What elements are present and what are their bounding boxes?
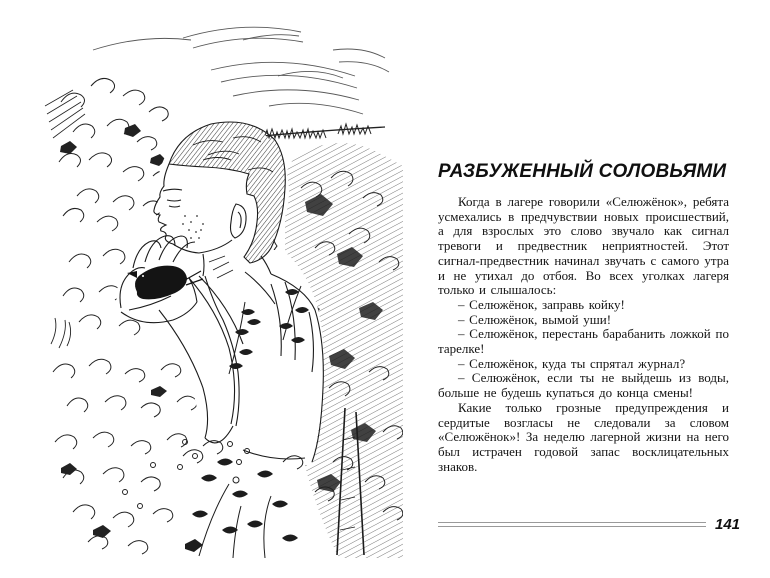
paragraph: – Селюжёнок, заправь койку! [458,296,625,312]
paragraph: – Селюжёнок, перестань барабанить ложкой по тарелке! [438,326,729,357]
paragraph: – Селюжёнок, если ты не выйдешь из воды, больше не будешь купаться до конца смены! [438,370,729,401]
paragraph: Какие только грозные предупреждения и сердитые возгласы не следовали за словом «Селюжёнок»! За неделю лагерной жизни на него был истрачен годовой запас восклицательных знаков. [438,399,729,474]
text-column [438,161,729,474]
page-footer [438,516,741,533]
paragraph: – Селюжёнок, куда ты спрятал журнал? [458,355,686,371]
body-text [438,195,729,474]
footer-rule [438,522,706,527]
illustration-svg [33,10,403,565]
chapter-title: РАЗБУЖЕННЫЙ СОЛОВЬЯМИ [438,161,727,182]
page-number: 141 [715,516,741,533]
clouds-sketch [93,27,389,114]
paragraph: Когда в лагере говорили «Селюжёнок», ребята усмехались в предчувствии новых происшествий, а для взрослых это слово звучало как сигнал тревоги и предвестник неприятностей. Этот сигнал-предвестник начинал звучать с самого утра и не утихал до отбоя. Во всех уголках лагеря только и слышалось: [438,194,729,298]
illustration [33,10,403,565]
paragraph: – Селюжёнок, вымой уши! [458,311,612,327]
